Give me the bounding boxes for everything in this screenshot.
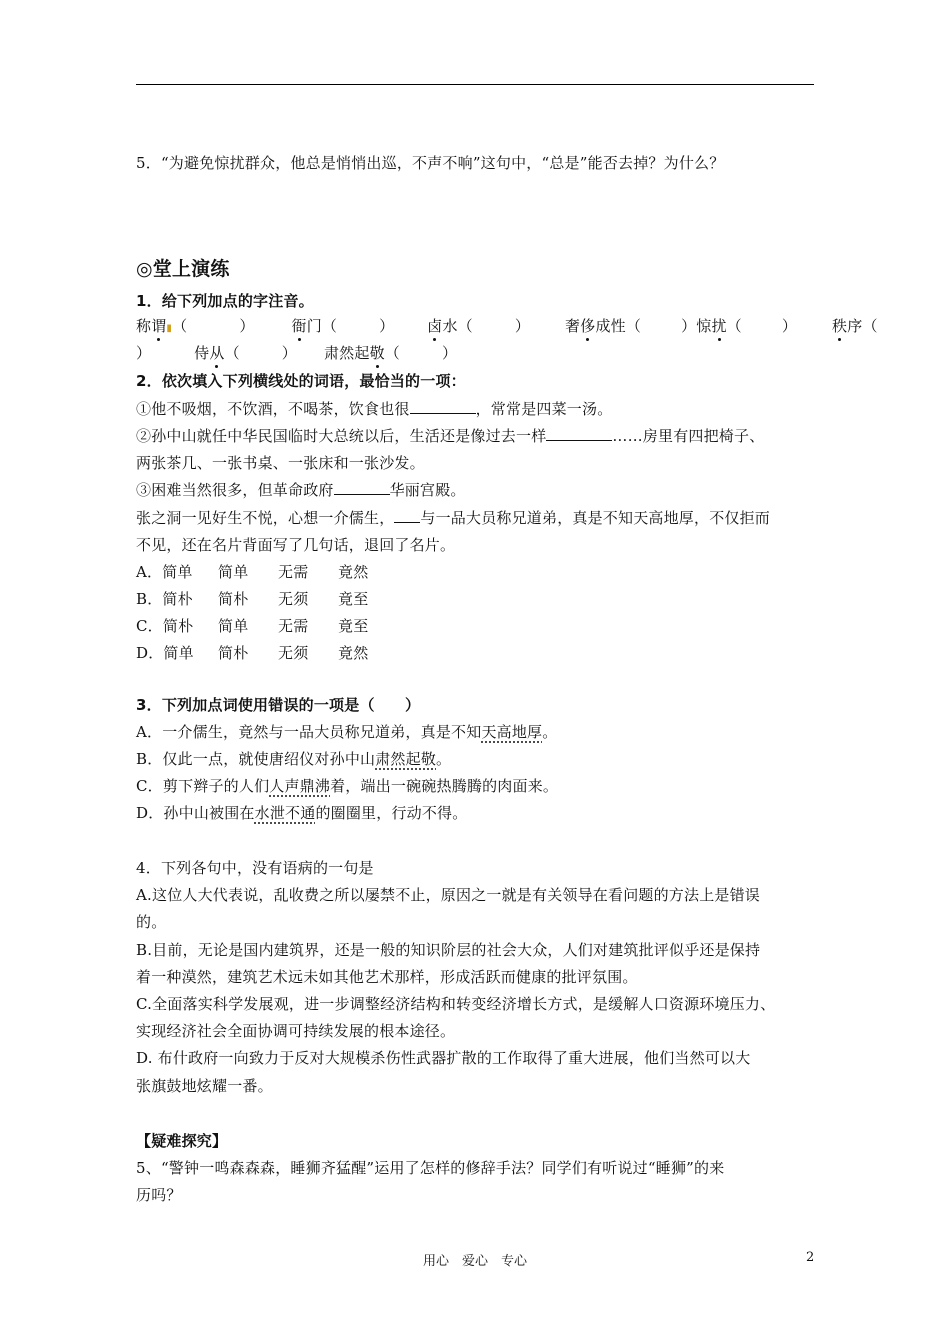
blank-2: [546, 426, 612, 441]
q3-option-c: C．剪下辫子的人们人声鼎沸着，端出一碗碗热腾腾的肉面来。: [136, 777, 559, 795]
q1-title: 1．给下列加点的字注音。: [136, 292, 314, 310]
q1-item-surang: 肃然起敬（: [323, 344, 400, 362]
q1-item-yamen: 衙门（: [291, 317, 338, 335]
q1-item-shicong: 侍从（: [194, 344, 240, 362]
q2-option-d: D．简单 简朴 无须 竟然: [136, 644, 369, 662]
q2-sentence-1: ①他不吸烟，不饮酒，不喝茶，饮食也很 ，常常是四菜一汤。: [136, 400, 613, 418]
blank-3: [334, 480, 390, 495]
q3-option-d: D．孙中山被围在水泄不通的圈圈里，行动不得。: [136, 804, 468, 822]
q2-option-c: C．简朴 简单 无需 竟至: [136, 617, 369, 635]
q1-item-chengwei: 称谓▮（: [136, 317, 188, 335]
q4-option-a: A.这位人大代表说，乱收费之所以屡禁不止，原因之一就是有关领导在看问题的方法上是错误: [136, 886, 761, 904]
q4-option-b-cont: 着一种漠然，建筑艺术远未如其他艺术那样，形成活跃而健康的批评氛围。: [136, 968, 638, 986]
q4-option-c-cont: 实现经济社会全面协调可持续发展的根本途径。: [136, 1022, 456, 1040]
q2-option-a: A．简单 简单 无需 竟然: [136, 563, 369, 581]
explore-question: 5、“警钟一鸣森森森，睡狮齐猛醒”运用了怎样的修辞手法？同学们有听说过“睡狮”的来: [136, 1159, 725, 1177]
explore-title: 【疑难探究】: [136, 1132, 228, 1150]
dotted-word-a: 天高地厚: [481, 723, 543, 741]
q4-option-b: B.目前，无论是国内建筑界，还是一般的知识阶层的社会大众，人们对建筑批评似乎还是保持: [136, 941, 761, 959]
q4-option-d: D. 布什政府一向致力于反对大规模杀伤性武器扩散的工作取得了重大进展，他们当然可以大: [136, 1049, 751, 1067]
q3-option-a: A．一介儒生，竟然与一品大员称兄道弟，真是不知天高地厚。: [136, 723, 558, 741]
q2-sentence-2-cont: 两张茶几、一张书桌、一张床和一张沙发。: [136, 454, 425, 472]
dotted-word-d: 水泄不通: [254, 804, 316, 822]
blank-1: [410, 399, 476, 414]
q2-sentence-4: 张之洞一见好生不悦，心想一介儒生， 与一品大员称兄道弟，真是不知天高地厚，不仅拒而: [136, 509, 771, 527]
dotted-word-b: 肃然起敬: [375, 750, 437, 768]
dotted-word-c: 人声鼎沸: [269, 777, 331, 795]
page-number: 2: [806, 1250, 815, 1265]
question-5-top: 5．“为避免惊扰群众，他总是悄悄出巡，不声不响”这句中，“总是”能否去掉？为什么？: [136, 154, 725, 172]
q4-option-d-cont: 张旗鼓地炫耀一番。: [136, 1077, 273, 1095]
q1-item-lushui: 卤水（: [427, 317, 473, 335]
q4-option-c: C.全面落实科学发展观，进一步调整经济结构和转变经济增长方式，是缓解人口资源环境压力、: [136, 995, 776, 1013]
q2-sentence-2: ②孙中山就任中华民国临时大总统以后，生活还是像过去一样 ……房里有四把椅子、: [136, 427, 765, 445]
q1-item-zhixu: 秩序（: [832, 317, 878, 335]
page-footer: 用心 爱心 专心: [422, 1254, 527, 1269]
q1-row1: 称谓▮（ ） 衙门（ ） 卤水（ ） 奢侈成性（ ）惊扰（ ） 秩序（: [136, 317, 878, 335]
q2-title: 2．依次填入下列横线处的词语，最恰当的一项：: [136, 372, 466, 390]
q4-option-a-cont: 的。: [136, 913, 167, 931]
explore-question-cont: 历吗？: [136, 1186, 182, 1204]
header-rule: [136, 84, 814, 85]
q3-option-b: B．仅此一点，就使唐绍仪对孙中山肃然起敬。: [136, 750, 452, 768]
q2-option-b: B．简朴 简朴 无须 竟至: [136, 590, 369, 608]
q2-sentence-4-cont: 不见，还在名片背面写了几句话，退回了名片。: [136, 536, 456, 554]
blank-4: [394, 508, 420, 523]
section-title: ◎堂上演练: [136, 258, 230, 280]
q1-row2: ） 侍从（ ） 肃然起敬（ ）: [136, 344, 458, 362]
q2-sentence-3: ③困难当然很多，但革命政府 华丽宫殿。: [136, 481, 466, 499]
q1-item-shechi: 奢侈成性（: [565, 317, 642, 335]
q3-title: 3．下列加点词使用错误的一项是（ ）: [136, 696, 421, 714]
q4-title: 4．下列各句中，没有语病的一句是: [136, 859, 374, 877]
